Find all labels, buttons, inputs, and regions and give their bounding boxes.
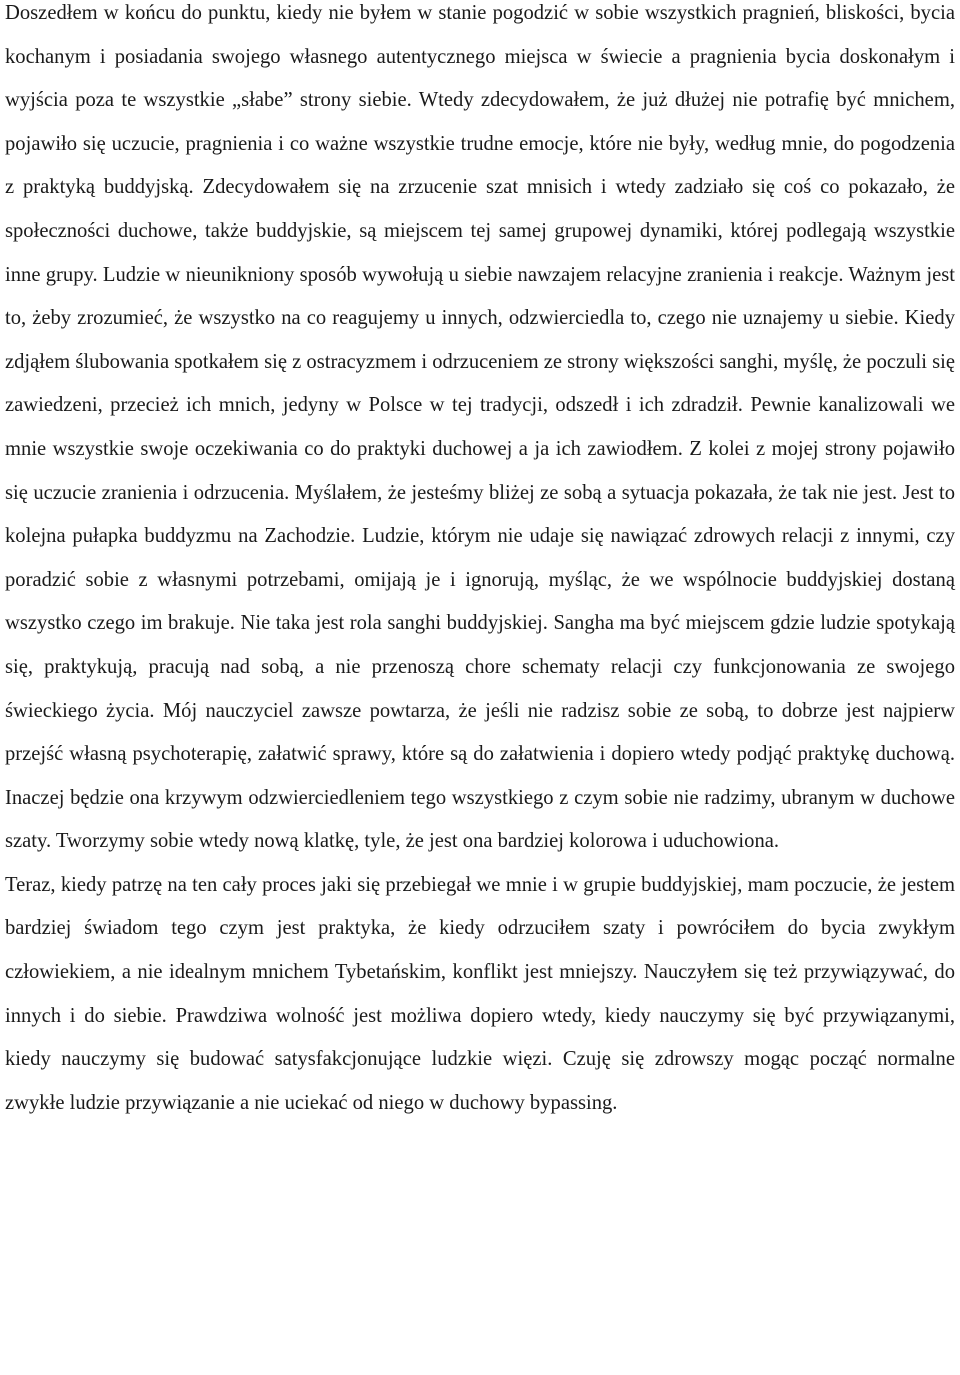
paragraph-1: Doszedłem w końcu do punktu, kiedy nie byłem w stanie pogodzić w sobie wszystkich pragnień, bliskości, bycia kochanym i posiadania swojego własnego autentycznego miejsca w świecie a pragnienia bycia doskonałym i wyjścia poza te wszystkie „słabe” strony siebie. Wtedy zdecydowałem, że już dłużej nie potrafię być mnichem, pojawiło się uczucie, pragnienia i co ważne wszystkie trudne emocje, które nie były, według mnie, do pogodzenia z praktyką buddyjską. Zdecydowałem się na zrzucenie szat mnisich i wtedy zadziało się coś co pokazało, że społeczności duchowe, także buddyjskie, są miejscem tej samej grupowej dynamiki, której podlegają wszystkie inne grupy. Ludzie w nieunikniony sposób wywołują u siebie nawzajem relacyjne zranienia i reakcje. Ważnym jest to, żeby zrozumieć, że wszystko na co reagujemy u innych, odzwierciedla to, czego nie uznajemy u siebie. Kiedy zdjąłem ślubowania spotkałem się z ostracyzmem i odrzuceniem ze strony większości sanghi, myślę, że poczuli się zawiedzeni, przecież ich mnich, jedyny w Polsce w tej tradycji, odszedł i ich zdradził. Pewnie kanalizowali we mnie wszystkie swoje oczekiwania co do praktyki duchowej a ja ich zawiodłem. Z kolei z mojej strony pojawiło się uczucie zranienia i odrzucenia. Myślałem, że jesteśmy bliżej ze sobą a sytuacja pokazała, że tak nie jest. Jest to kolejna pułapka buddyzmu na Zachodzie. Ludzie, którym nie udaje się nawiązać zdrowych relacji z innymi, czy poradzić sobie z własnymi potrzebami, omijają je i ignorują, myśląc, że we wspólnocie buddyjskiej dostaną wszystko czego im brakuje. Nie taka jest rola sanghi buddyjskiej. Sangha ma być miejscem gdzie ludzie spotykają się, praktykują, pracują nad sobą, a nie przenoszą chore schematy relacji czy funkcjonowania ze swojego świeckiego życia. Mój nauczyciel zawsze powtarza, że jeśli nie radzisz sobie ze sobą, to dobrze jest najpierw przejść własną psychoterapię, załatwić sprawy, które są do załatwienia i dopiero wtedy podjąć praktykę duchową. Inaczej będzie ona krzywym odzwierciedleniem tego wszystkiego z czym sobie nie radzimy, ubranym w duchowe szaty. Tworzymy sobie wtedy nową klatkę, tyle, że jest ona bardziej kolorowa i uduchowiona. [5, 2, 955, 853]
paragraph-2: Teraz, kiedy patrzę na ten cały proces jaki się przebiegał we mnie i w grupie buddyjskiej, mam poczucie, że jestem bardziej świadom tego czym jest praktyka, że kiedy odrzuciłem szaty i powróciłem do bycia zwykłym człowiekiem, a nie idealnym mnichem Tybetańskim, konflikt jest mniejszy. Nauczyłem się też przywiązywać, do innych i do siebie. Prawdziwa wolność jest możliwa dopiero wtedy, kiedy nauczymy się być przywiązanymi, kiedy nauczymy się budować satysfakcjonujące ludzkie więzi. Czuję się zdrowszy mogąc począć normalne zwykłe ludzie przywiązanie a nie uciekać od niego w duchowy bypassing. [5, 873, 955, 1114]
document-page [5, 0, 955, 1125]
